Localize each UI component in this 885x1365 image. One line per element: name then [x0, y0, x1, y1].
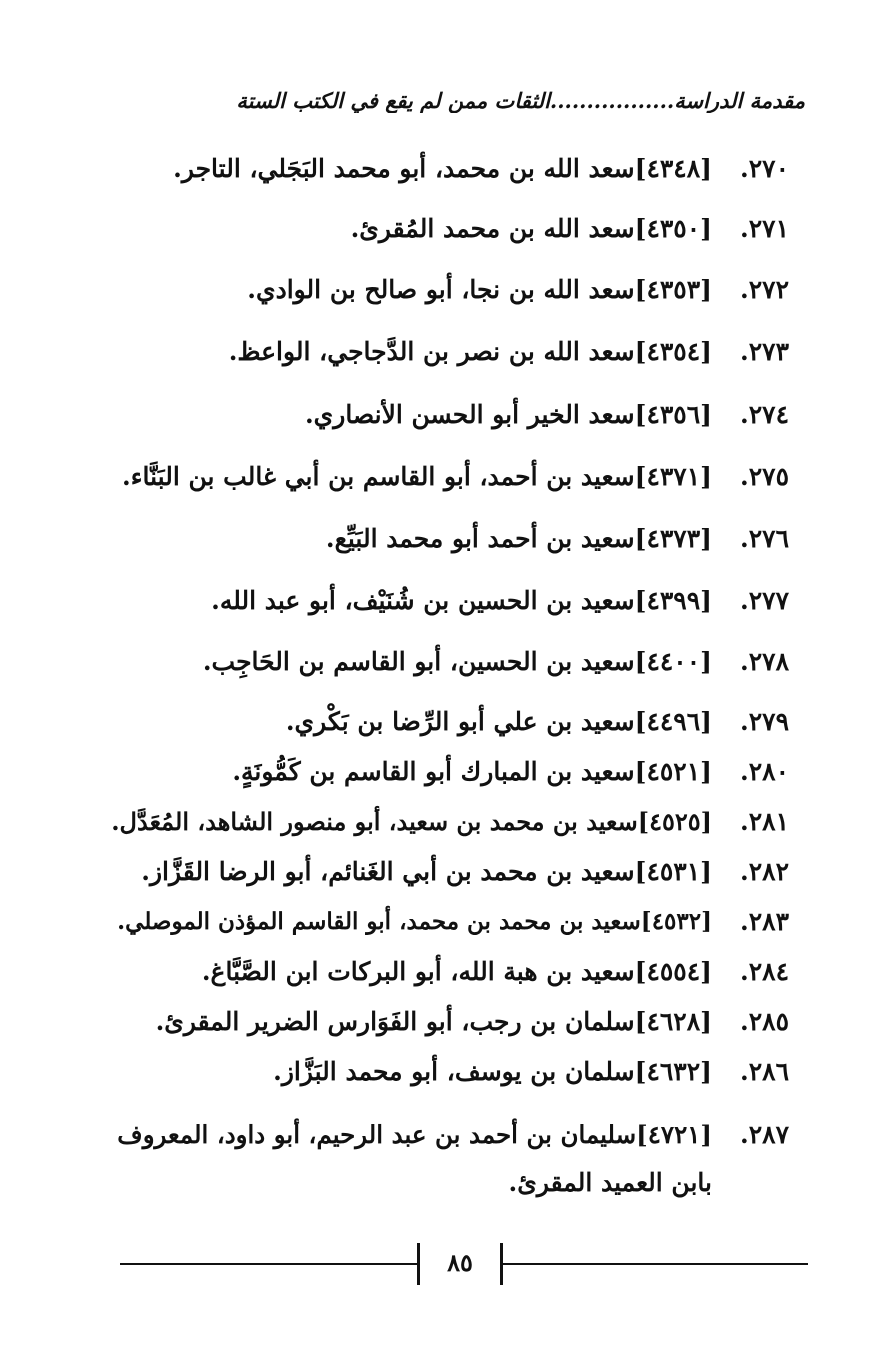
entry-number: ٢٧٣.: [740, 337, 790, 366]
list-item: [0, 1113, 810, 1197]
entry-text: [٤٥٢٥]سعيد بن محمد بن سعيد، أبو منصور الشاهد، المُعَدَّل.: [111, 807, 712, 836]
list-item: [0, 579, 810, 623]
entry-text: [٤٣٥٤]سعد الله بن نصر بن الدَّجاجي، الواعظ.: [228, 337, 712, 366]
entry-number: ٢٧٢.: [740, 275, 790, 304]
entry-number: ٢٨٢.: [740, 857, 790, 886]
entry-text: [٤٤٠٠]سعيد بن الحسين، أبو القاسم بن الحَاجِب.: [202, 647, 712, 676]
entry-text: [٤٣٧٣]سعيد بن أحمد أبو محمد البَيِّع.: [325, 524, 712, 553]
entry-number: ٢٧٠.: [740, 154, 790, 183]
entry-text: [٤٥٥٤]سعيد بن هبة الله، أبو البركات ابن الصَّبَّاغ.: [201, 957, 712, 986]
entry-number: ٢٧٦.: [740, 524, 790, 553]
entry-text: [٤٧٢١]سليمان بن أحمد بن عبد الرحيم، أبو داود، المعروف: [117, 1120, 712, 1149]
entry-number: ٢٨٦.: [740, 1057, 790, 1086]
entry-number: ٢٨٣.: [740, 907, 790, 936]
entry-number: ٢٧٤.: [740, 400, 790, 429]
entry-number: ٢٨٤.: [740, 957, 790, 986]
page-number: ٨٥: [417, 1243, 503, 1285]
list-item: [0, 750, 810, 794]
entry-text: [٤٦٣٢]سلمان بن يوسف، أبو محمد البَزَّاز.: [273, 1057, 712, 1086]
entry-text: [٤٣٥٦]سعد الخير أبو الحسن الأنصاري.: [304, 400, 712, 429]
list-item: [0, 900, 810, 944]
entry-text: [٤٣٩٩]سعيد بن الحسين بن شُنَيْف، أبو عبد الله.: [211, 586, 712, 615]
list-item: [0, 330, 810, 374]
entry-text: [٤٥٣٢]سعيد بن محمد بن محمد، أبو القاسم المؤذن الموصلي.: [117, 908, 712, 935]
list-item: [0, 640, 810, 684]
entry-number: ٢٧١.: [740, 214, 790, 243]
entry-number: ٢٨٧.: [740, 1120, 790, 1149]
entry-text: [٤٣٧١]سعيد بن أحمد، أبو القاسم بن أبي غالب بن البَنَّاء.: [122, 462, 712, 491]
list-item: [0, 800, 810, 844]
footer-rule-right: [503, 1263, 808, 1265]
list-item: [0, 207, 810, 251]
entry-number: ٢٧٥.: [740, 462, 790, 491]
list-item: [0, 455, 810, 499]
list-item: [0, 268, 810, 312]
list-item: [0, 147, 810, 191]
footer-rule-left: [120, 1263, 417, 1265]
list-item: [0, 850, 810, 894]
entry-text: [٤٥٢١]سعيد بن المبارك أبو القاسم بن كَمُّونَةٍ.: [232, 757, 712, 786]
entry-text: [٤٣٥٣]سعد الله بن نجا، أبو صالح بن الوادي.: [247, 275, 712, 304]
list-item: [0, 950, 810, 994]
entry-number: ٢٨٥.: [740, 1007, 790, 1036]
entry-text: [٤٥٣١]سعيد بن محمد بن أبي الغَنائم، أبو الرضا القَزَّاز.: [141, 857, 712, 886]
entry-text: [٤٤٩٦]سعيد بن علي أبو الرِّضا بن بَكْري.: [285, 707, 712, 736]
entry-text: [٤٣٥٠]سعد الله بن محمد المُقرئ.: [350, 214, 712, 243]
entry-number: ٢٨١.: [740, 807, 790, 836]
entry-text: [٤٦٢٨]سلمان بن رجب، أبو الفَوَارس الضرير المقرئ.: [155, 1007, 712, 1036]
entry-number: ٢٧٩.: [740, 707, 790, 736]
entry-number: ٢٧٨.: [740, 647, 790, 676]
entry-text-continuation: بابن العميد المقرئ.: [508, 1168, 712, 1197]
entry-text: [٤٣٤٨]سعد الله بن محمد، أبو محمد البَجَلي، التاجر.: [173, 154, 712, 183]
list-item: [0, 393, 810, 437]
entry-number: ٢٧٧.: [740, 586, 790, 615]
list-item: [0, 700, 810, 744]
running-header: مقدمة الدراسة.................الثقات ممن لم يقع في الكتب الستة: [236, 88, 805, 113]
list-item: [0, 517, 810, 561]
entry-number: ٢٨٠.: [740, 757, 790, 786]
list-item: [0, 1000, 810, 1044]
list-item: [0, 1050, 810, 1094]
